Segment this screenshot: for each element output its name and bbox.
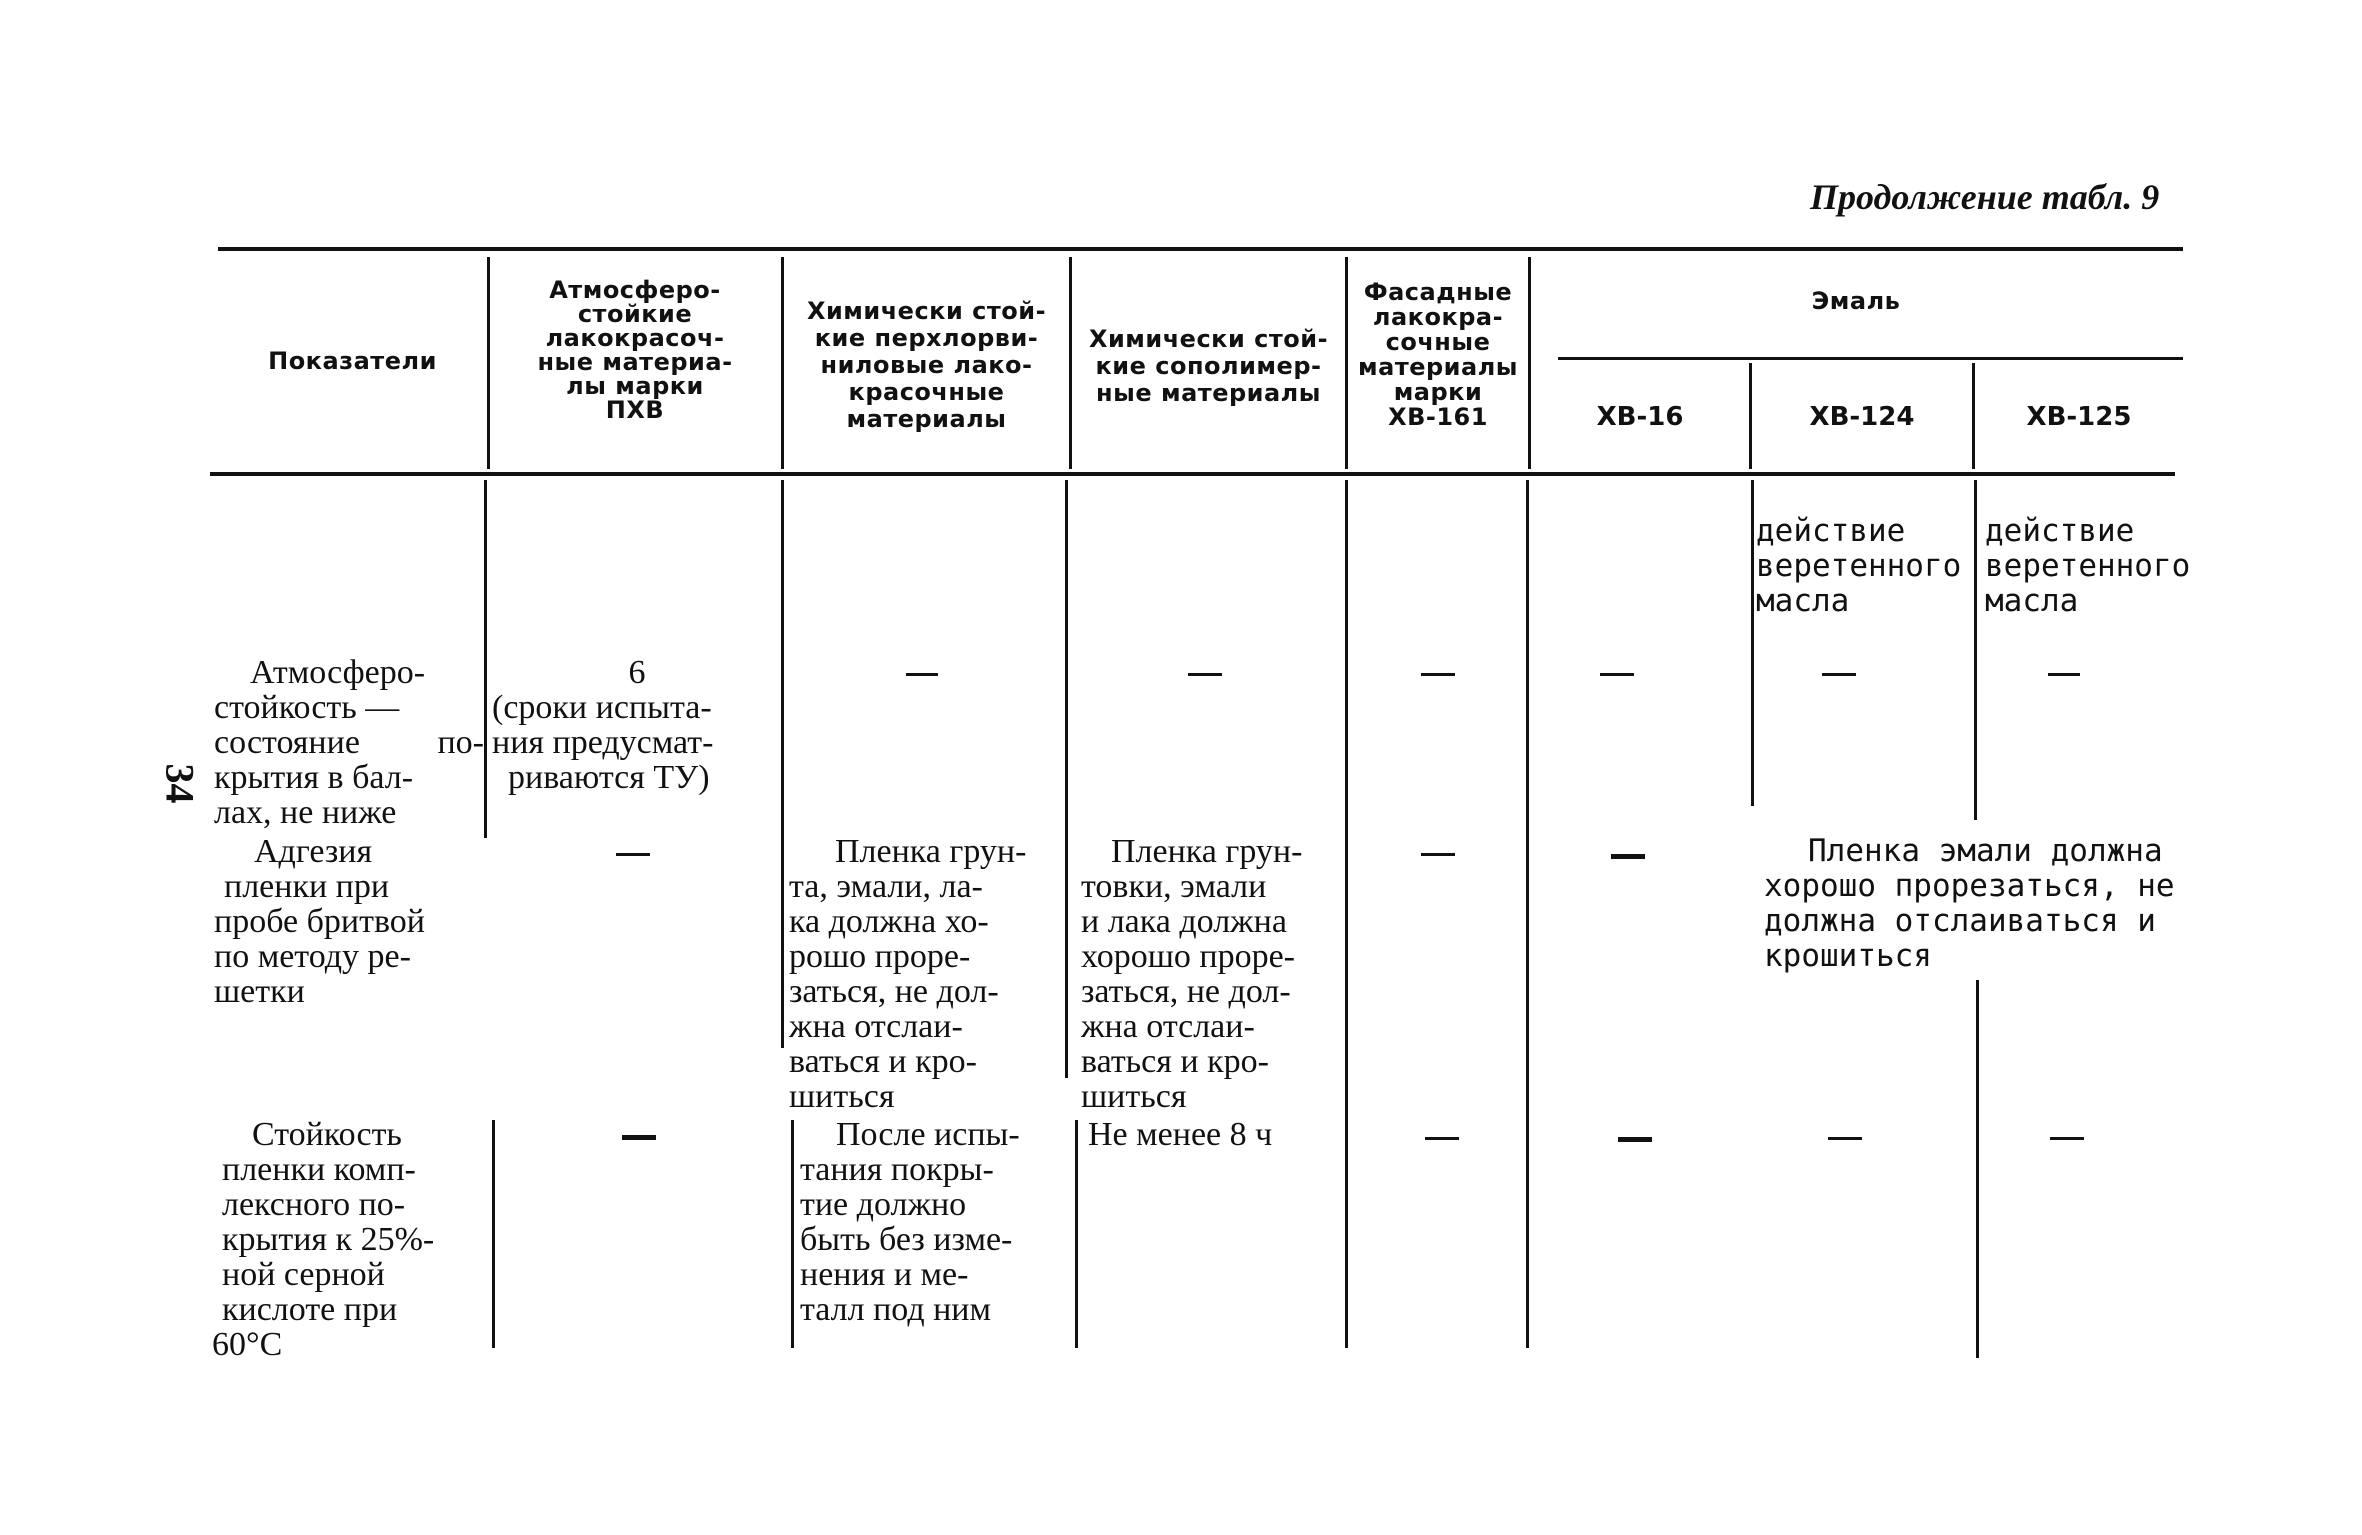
header-top-rule [218, 247, 2183, 251]
header-xv125: ХВ-125 [2026, 402, 2132, 432]
row2-enamel: Пленка эмали должна хорошо прорезаться, не должна отслаиваться и крошиться [1764, 833, 2175, 974]
row3-pvc-dash [622, 1135, 656, 1140]
row2-indicator: Адгезия пленки при пробе бритвой по методу ре- шетки [214, 833, 426, 1010]
body-divider [1065, 480, 1068, 1078]
body-divider [1526, 480, 1529, 1348]
table-title: Продолжение табл. 9 [1810, 177, 2160, 217]
row1-facade-dash [1421, 673, 1455, 676]
enamel-subheader-rule [1558, 357, 2183, 360]
row3-facade-dash [1425, 1137, 1459, 1140]
header-xv16: ХВ-16 [1596, 402, 1684, 432]
header-pvc: Атмосферо- стойкие лакокрасоч- ные материа- лы марки ПХВ [537, 276, 733, 424]
row2-perchlor: Пленка грун- та, эмали, ла- ка должна хо- рошо проре- заться, не дол- жна отслаи- ваться и кро- шиться [789, 833, 1027, 1115]
header-xv124: ХВ-124 [1809, 402, 1915, 432]
row1-perchlor-dash [906, 673, 938, 676]
body-divider [484, 480, 487, 838]
cell-xv125-top: действие веретенного масла [1985, 513, 2191, 619]
row1-copolymer-dash [1188, 673, 1222, 676]
row1-xv124-dash [1822, 673, 1856, 676]
row3-copolymer: Не менее 8 ч [1088, 1116, 1273, 1153]
row2-facade-dash [1421, 853, 1455, 856]
row1-indicator: Атмосферо- стойкость — состояние по- крытия в бал- лах, не ниже [214, 654, 484, 831]
row3-indicator: Стойкость пленки комп- лексного по- крытия к 25%- ной серной кислоте при 60°С [212, 1116, 435, 1363]
header-facade: Фасадные лакокра- сочные материалы марки ХВ-161 [1358, 278, 1518, 431]
body-divider [1751, 480, 1754, 806]
row3-perchlor: После испы- тания покры- тие должно быть без изме- нения и ме- талл под ним [800, 1116, 1020, 1328]
row3-xv16-dash [1618, 1137, 1652, 1142]
body-divider [1075, 1120, 1078, 1348]
cell-xv124-top: действие веретенного масла [1756, 513, 1962, 619]
row1-xv125-dash [2048, 673, 2080, 676]
row1-pvc: 6 (сроки испыта- ния предусмат- риваются ТУ) [492, 654, 714, 796]
row1-xv16-dash [1600, 673, 1634, 676]
header-bottom-rule [210, 472, 2175, 476]
header-enamel: Эмаль [1811, 287, 1901, 315]
header-perchlor: Химически стой- кие перхлорви- ниловые лако- красочные материалы [806, 297, 1047, 433]
body-divider [492, 1120, 495, 1348]
row2-xv16-dash [1611, 854, 1645, 859]
body-divider [1976, 980, 1979, 1358]
header-copolymer: Химически стой- кие сополимер- ные материалы [1088, 325, 1329, 407]
row3-xv124-dash [1828, 1137, 1862, 1140]
body-divider [1974, 480, 1977, 820]
page-number: 34 [157, 763, 203, 804]
body-divider [791, 1120, 794, 1348]
body-divider [1345, 480, 1348, 1348]
row2-pvc-dash [616, 853, 650, 856]
header-indicators: Показатели [268, 347, 437, 375]
row2-copolymer: Пленка грун- товки, эмали и лака должна хорошо проре- заться, не дол- жна отслаи- ваться и кро- шиться [1081, 833, 1303, 1115]
row3-xv125-dash [2050, 1137, 2084, 1140]
